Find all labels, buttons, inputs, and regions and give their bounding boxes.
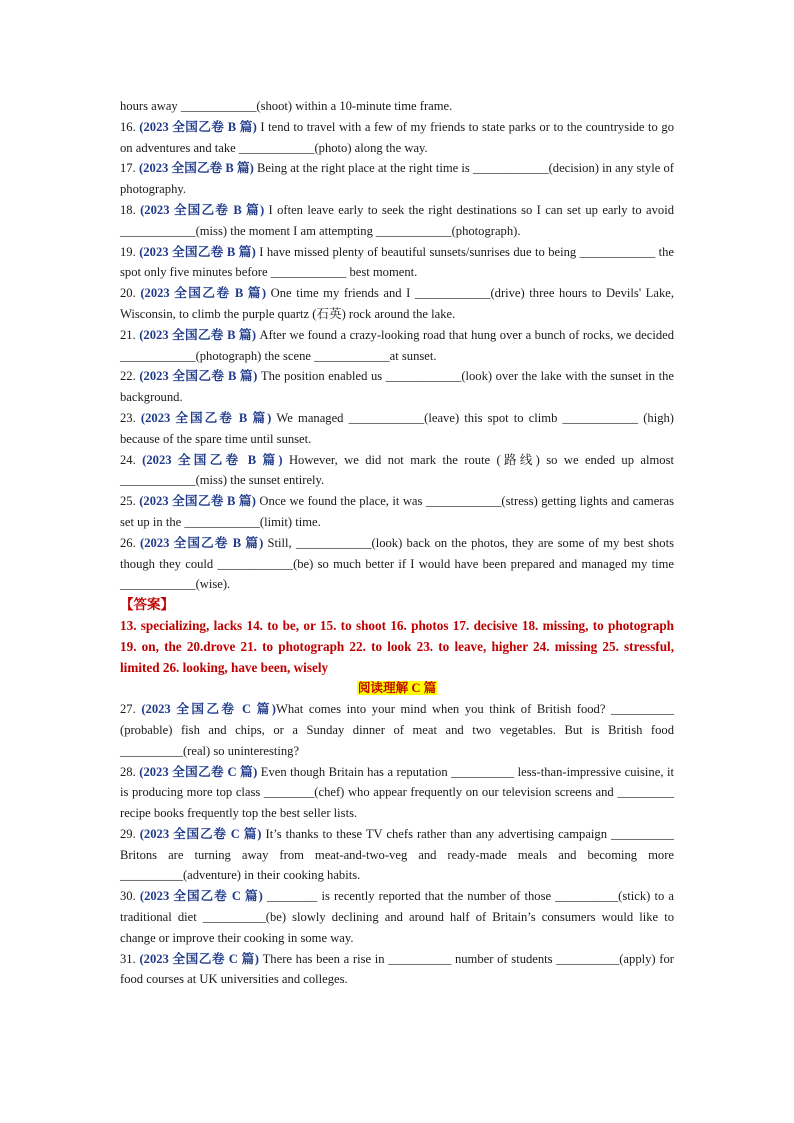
question-item	[120, 533, 674, 595]
question-source: (2023 全国乙卷 B 篇)	[142, 452, 283, 467]
question-source: (2023 全国乙卷 C 篇)	[139, 951, 259, 966]
section-title: 阅读理解 C 篇	[357, 681, 437, 696]
question-source: (2023 全国乙卷 B 篇)	[140, 202, 265, 217]
question-item	[120, 117, 674, 159]
question-number: 27.	[120, 702, 136, 717]
question-number: 30.	[120, 889, 136, 904]
question-number: 31.	[120, 951, 136, 966]
question-text: ________ is recently reported that the number of those __________(stick) to a traditional diet __________(be) slowly declining and around half of Britain’s consumers would like to change or improve their cooking in some way.	[120, 889, 674, 945]
question-item	[120, 450, 674, 492]
question-item	[120, 408, 674, 450]
question-text: I often leave early to seek the right destinations so I can set up early to avoid ____________(miss) the moment I am attempting ____________(photograph).	[120, 202, 674, 238]
question-source: (2023 全国乙卷 C 篇)	[141, 702, 276, 717]
question-text: However, we did not mark the route (路线) so we ended up almost ____________(miss) the sunset entirely.	[120, 452, 674, 488]
question-text: The position enabled us ____________(look) over the lake with the sunset in the background.	[120, 369, 674, 405]
question-source: (2023 全国乙卷 C 篇)	[139, 764, 258, 779]
section-title-wrap	[120, 678, 674, 699]
question-number: 20.	[120, 286, 136, 301]
question-source: (2023 全国乙卷 B 篇)	[139, 327, 257, 342]
question-item	[120, 325, 674, 367]
question-item	[120, 886, 674, 948]
question-source: (2023 全国乙卷 C 篇)	[139, 826, 262, 841]
question-text: It’s thanks to these TV chefs rather than any advertising campaign __________ Britons are turning away from meat-and-two-veg and ready-made meals and becoming more __________(adventure) in their cooking habits.	[120, 826, 674, 883]
question-number: 19.	[120, 244, 136, 259]
question-number: 23.	[120, 410, 136, 425]
question-text: One time my friends and I ____________(drive) three hours to Devils' Lake, Wisconsin, to climb the purple quartz (石英) rock around the lake.	[120, 286, 674, 321]
question-number: 18.	[120, 202, 136, 217]
question-item	[120, 158, 674, 200]
question-item	[120, 200, 674, 242]
question-text: After we found a crazy-looking road that hung over a bunch of rocks, we decided ____________(photograph) the scene ____________at sunset.	[120, 327, 675, 363]
section-c-questions	[120, 699, 674, 990]
question-item	[120, 242, 674, 284]
question-text: What comes into your mind when you think of British food? __________ (probable) fish and chips, or a Sunday dinner of meat and two vegetables. But is British food __________(real) so uninteresting?	[120, 702, 674, 758]
question-item	[120, 366, 674, 408]
question-number: 22.	[120, 369, 136, 384]
question-item	[120, 283, 674, 325]
question-item	[120, 824, 674, 886]
question-number: 26.	[120, 535, 136, 550]
question-source: (2023 全国乙卷 B 篇)	[139, 244, 256, 259]
question-source: (2023 全国乙卷 B 篇)	[140, 535, 264, 550]
question-text: I tend to travel with a few of my friends to state parks or to the countryside to go on adventures and take ____________(photo) along the way.	[120, 119, 674, 155]
question-text: Even though Britain has a reputation __________ less-than-impressive cuisine, it is producing more top class ________(chef) who appear frequently on our television screens and _________ recipe books frequently top the best seller lists.	[120, 764, 674, 821]
question-source: (2023 全国乙卷 B 篇)	[139, 119, 257, 134]
question-number: 25.	[120, 494, 136, 509]
question-text: Once we found the place, it was ____________(stress) getting lights and cameras set up in the ____________(limit) time.	[120, 494, 674, 529]
question-text: I have missed plenty of beautiful sunsets/sunrises due to being ____________ the spot only five minutes before ____________ best moment.	[120, 244, 674, 280]
question-number: 28.	[120, 764, 136, 779]
question-source: (2023 全国乙卷 B 篇)	[139, 494, 256, 509]
question-source: (2023 全国乙卷 B 篇)	[139, 369, 258, 384]
question-number: 17.	[120, 161, 136, 176]
question-item	[120, 699, 674, 761]
section-b-questions	[120, 117, 674, 595]
question-source: (2023 全国乙卷 B 篇)	[140, 286, 267, 301]
question-text: We managed ____________(leave) this spot to climb ____________ (high) because of the spare time until sunset.	[120, 410, 675, 446]
question-item	[120, 949, 674, 991]
question-number: 16.	[120, 119, 136, 134]
answer-key: 13. specializing, lacks 14. to be, or 15. to shoot 16. photos 17. decisive 18. missing, to photograph 19. on, the 20.drove 21. to photograph 22. to look 23. to leave, higher 24. missing 25. stressful, limited 26. looking, have been, wisely	[120, 617, 674, 675]
question-15-tail: hours away ____________(shoot) within a 10-minute time frame.	[120, 99, 453, 113]
question-text: Being at the right place at the right time is ____________(decision) in any style of photography.	[120, 161, 675, 197]
question-number: 24.	[120, 452, 136, 467]
question-item	[120, 762, 674, 824]
answer-heading: 【答案】	[120, 597, 174, 613]
question-source: (2023 全国乙卷 B 篇)	[140, 410, 272, 425]
question-text: There has been a rise in __________ number of students __________(apply) for food courses at UK universities and colleges.	[120, 951, 674, 987]
question-text: Still, ____________(look) back on the photos, they are some of my best shots though they could ____________(be) so much better if I would have been prepared and managed my time ____________(wise).	[120, 535, 675, 592]
question-source: (2023 全国乙卷 B 篇)	[138, 161, 254, 176]
document-page	[120, 96, 674, 990]
question-number: 29.	[120, 826, 136, 841]
question-source: (2023 全国乙卷 C 篇)	[139, 889, 263, 904]
question-number: 21.	[120, 327, 136, 342]
question-item	[120, 491, 674, 533]
